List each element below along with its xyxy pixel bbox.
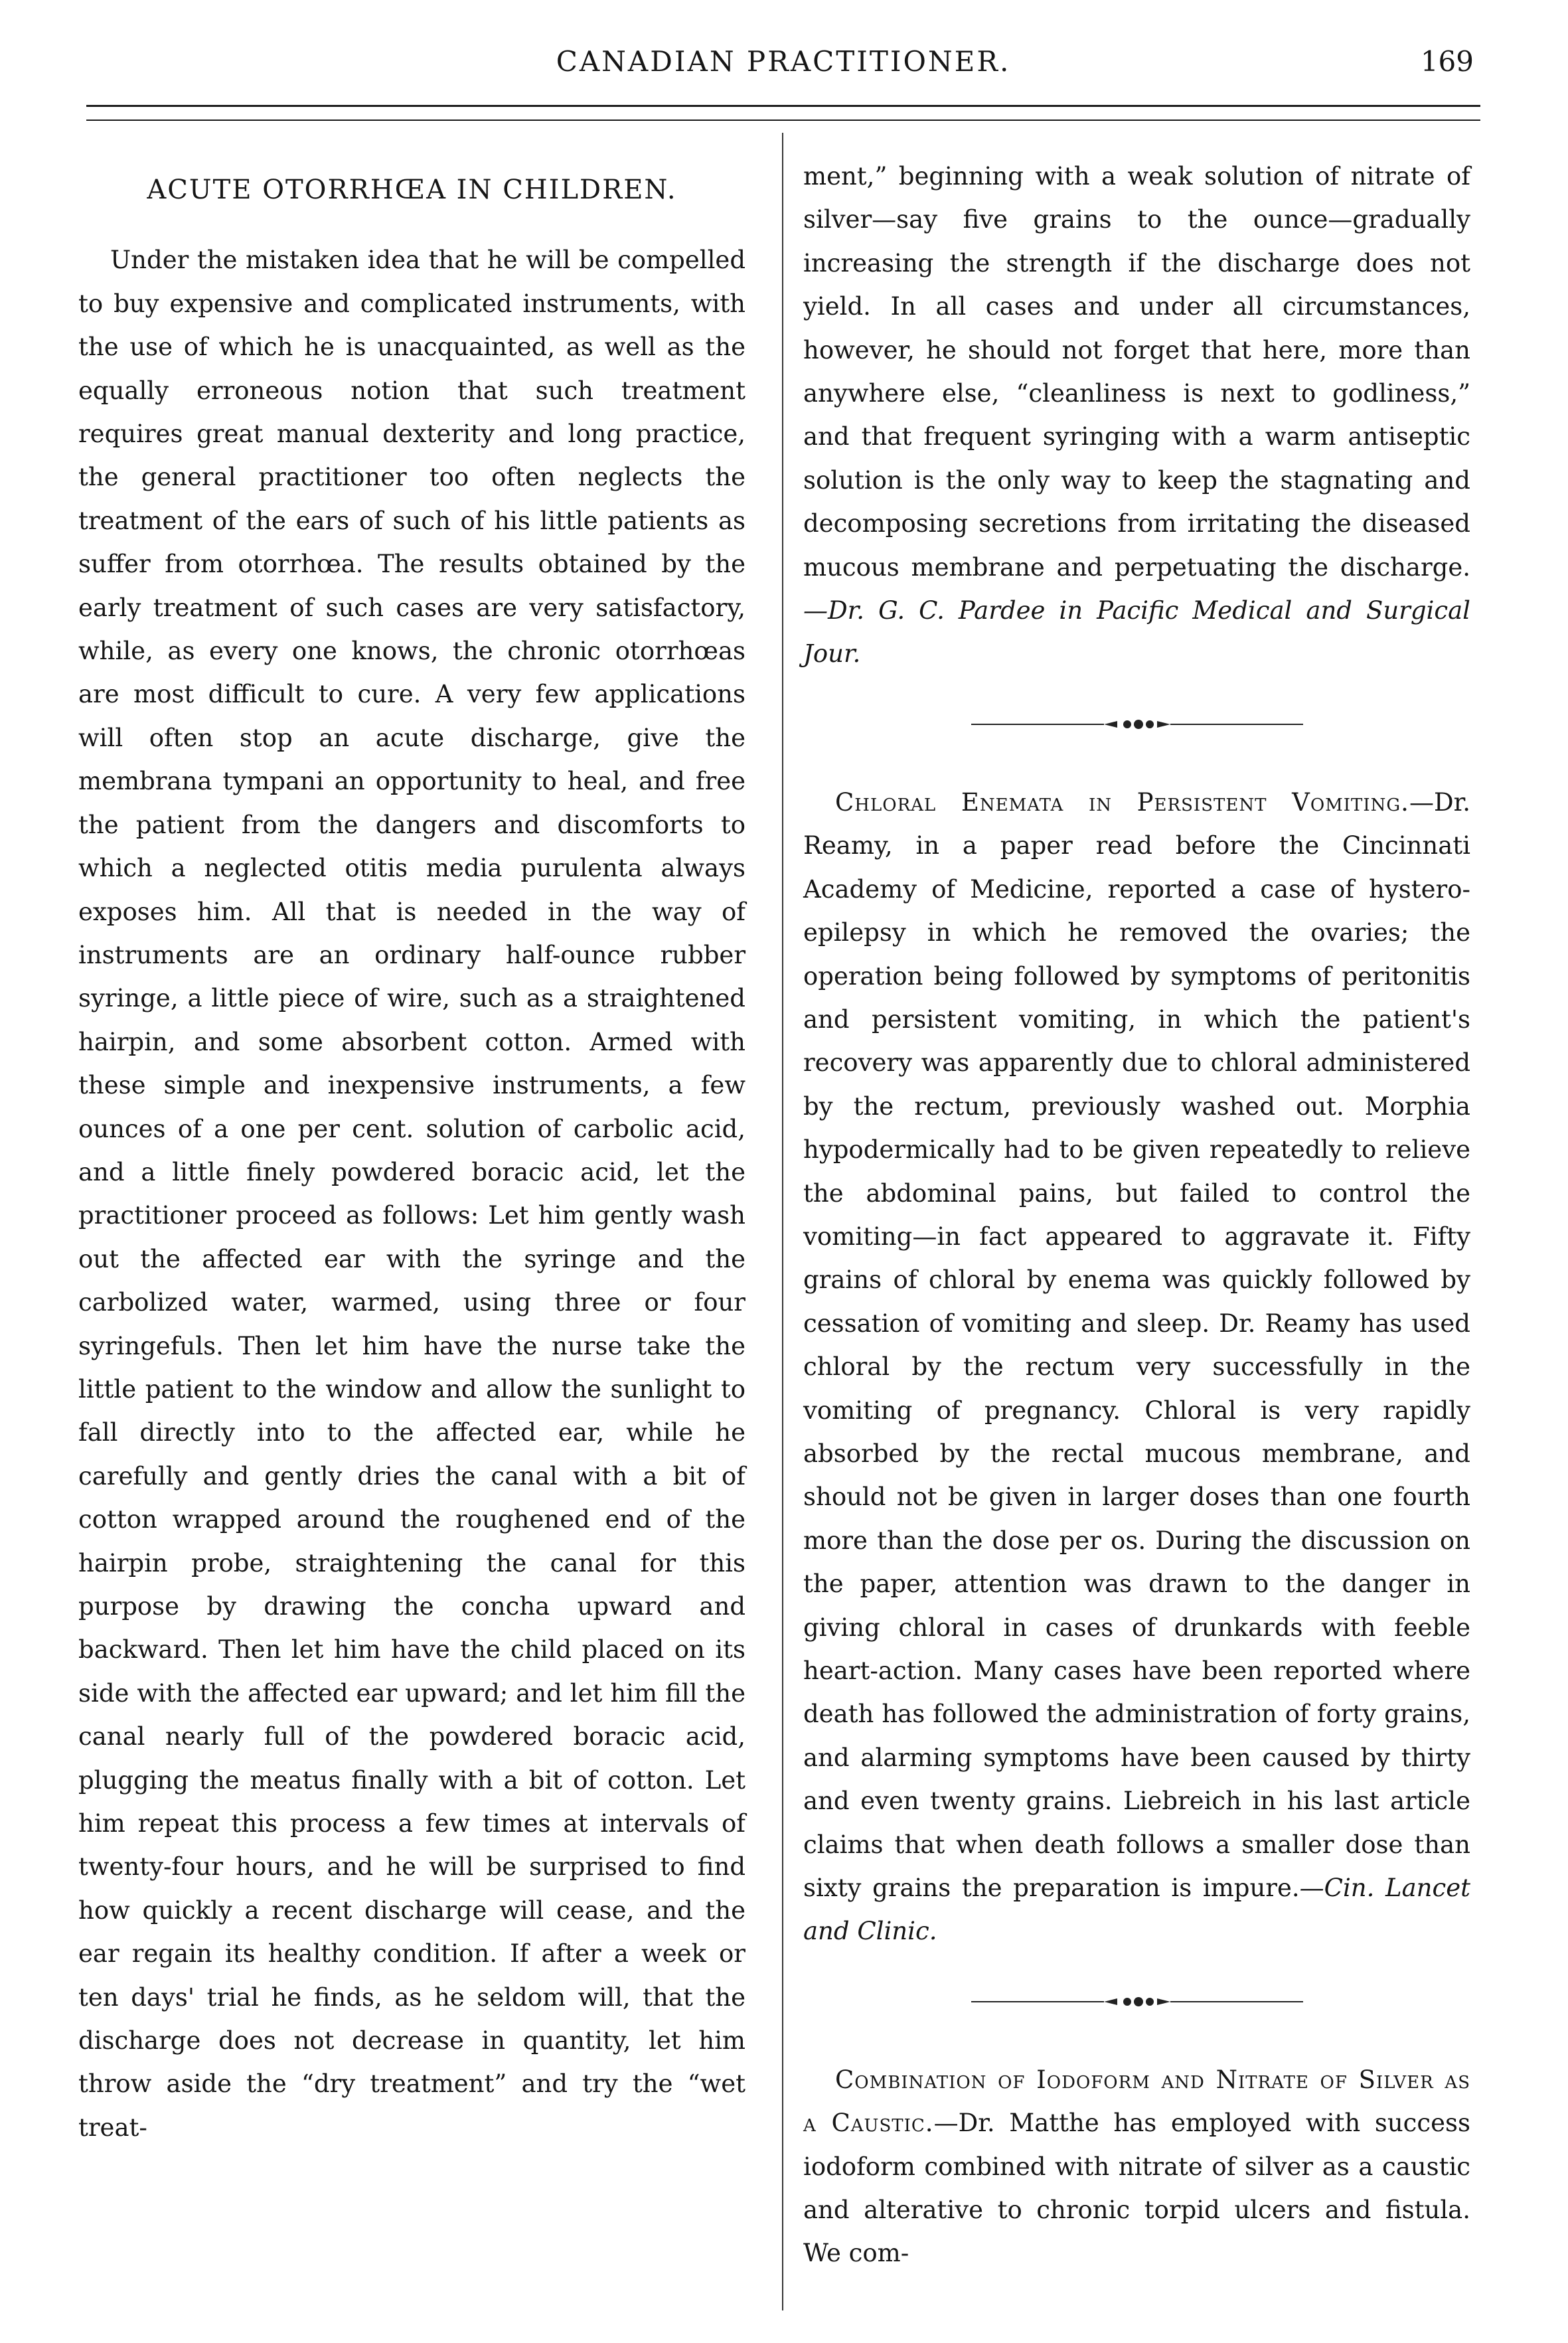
continuation-text: ment,” beginning with a weak solution of nitrate of silver—say five grains to the ounce—gradually increasing the strength if the discharge does not yield. In all cases and under all circumstances, however, he should not forget that here, more than anywhere else, “cleanliness is next to godliness,” and that frequent syringing with a warm antiseptic solution is the only way to keep the stagnating and decomposing secretions from irritating the diseased mucous membrane and perpetuating the discharge. bbox=[803, 162, 1470, 582]
iodoform-article-title: Combination of Iodoform and Nitrate of Silver as a Caustic. bbox=[803, 2065, 1470, 2138]
section-separator-ornament bbox=[958, 1992, 1316, 2012]
chloral-article-body: —Dr. Reamy, in a paper read before the Cincinnati Academy of Medicine, reported a case of hystero-epilepsy in which he removed the ovaries; the operation being followed by symptoms of peritonitis and persistent vomiting, in which the patient's recovery was apparently due to chloral administered by the rectum, previously washed out. Morphia hypodermically had to be given repeatedly to relieve the abdominal pains, but failed to control the vomiting—in fact appeared to aggravate it. Fifty grains of chloral by enema was quickly followed by cessation of vomiting and sleep. Dr. Reamy has used chloral by the rectum very successfully in the vomiting of pregnancy. Chloral is very rapidly absorbed by the rectal mucous membrane, and should not be given in larger doses than one fourth more than the dose per os. During the discussion on the paper, attention was drawn to the danger in giving chloral in cases of drunkards with feeble heart-action. Many cases have been reported where death has followed the administration of forty grains, and alarming symptoms have been caused by thirty and even twenty grains. Liebreich in his last article claims that when death follows a smaller dose than sixty grains the preparation is impure. bbox=[803, 787, 1470, 1903]
page-number: 169 bbox=[1420, 45, 1474, 78]
header-rule-thick bbox=[86, 105, 1480, 107]
article-heading: ACUTE OTORRHŒA IN CHILDREN. bbox=[147, 175, 677, 205]
chloral-article bbox=[803, 781, 1470, 1953]
running-head bbox=[86, 45, 1480, 101]
column-divider bbox=[782, 133, 783, 2310]
section-separator-ornament bbox=[958, 714, 1316, 734]
left-column bbox=[78, 153, 745, 2149]
journal-title: CANADIAN PRACTITIONER. bbox=[556, 45, 1011, 78]
chloral-article-citation: —Cin. Lancet and Clinic. bbox=[803, 1874, 1470, 1946]
iodoform-article bbox=[803, 2058, 1470, 2275]
iodoform-article-body: —Dr. Matthe has employed with success iodoform combined with nitrate of silver as a caustic and alterative to chronic torpid ulcers and fistula. We com- bbox=[803, 2109, 1470, 2268]
right-column bbox=[803, 155, 1470, 2275]
continued-article-text bbox=[803, 155, 1470, 676]
continuation-citation: —Dr. G. C. Pardee in Pacific Medical and Surgical Jour. bbox=[803, 596, 1470, 669]
article-body: Under the mistaken idea that he will be compelled to buy expensive and complicated instruments, with the use of which he is unacquainted, as well as the equally erroneous notion that such treatment requires great manual dexterity and long practice, the general practitioner too often neglects the treatment of the ears of such of his little patients as suffer from otorrhœa. The results obtained by the early treatment of such cases are very satisfactory, while, as every one knows, the chronic otorrhœas are most difficult to cure. A very few applications will often stop an acute discharge, give the membrana tympani an opportunity to heal, and free the patient from the dangers and discomforts to which a neglected otitis media purulenta always exposes him. All that is needed in the way of instruments are an ordinary half-ounce rubber syringe, a little piece of wire, such as a straightened hairpin, and some absorbent cotton. Armed with these simple and inexpensive instruments, a few ounces of a one per cent. solution of carbolic acid, and a little finely powdered boracic acid, let the practitioner proceed as follows: Let him gently wash out the affected ear with the syringe and the carbolized water, warmed, using three or four syringefuls. Then let him have the nurse take the little patient to the window and allow the sunlight to fall directly into to the affected ear, while he carefully and gently dries the canal with a bit of cotton wrapped around the roughened end of the hairpin probe, straightening the canal for this purpose by drawing the concha upward and backward. Then let him have the child placed on its side with the affected ear upward; and let him fill the canal nearly full of the powdered boracic acid, plugging the meatus finally with a bit of cotton. Let him repeat this process a few times at intervals of twenty-four hours, and he will be surprised to find how quickly a recent discharge will cease, and the ear regain its healthy condition. If after a week or ten days' trial he finds, as he seldom will, that the discharge does not decrease in quantity, let him throw aside the “dry treatment” and try the “wet treat- bbox=[78, 246, 745, 2142]
chloral-article-title: Chloral Enemata in Persistent Vomiting. bbox=[835, 787, 1409, 817]
header-rule-thin bbox=[86, 120, 1480, 121]
